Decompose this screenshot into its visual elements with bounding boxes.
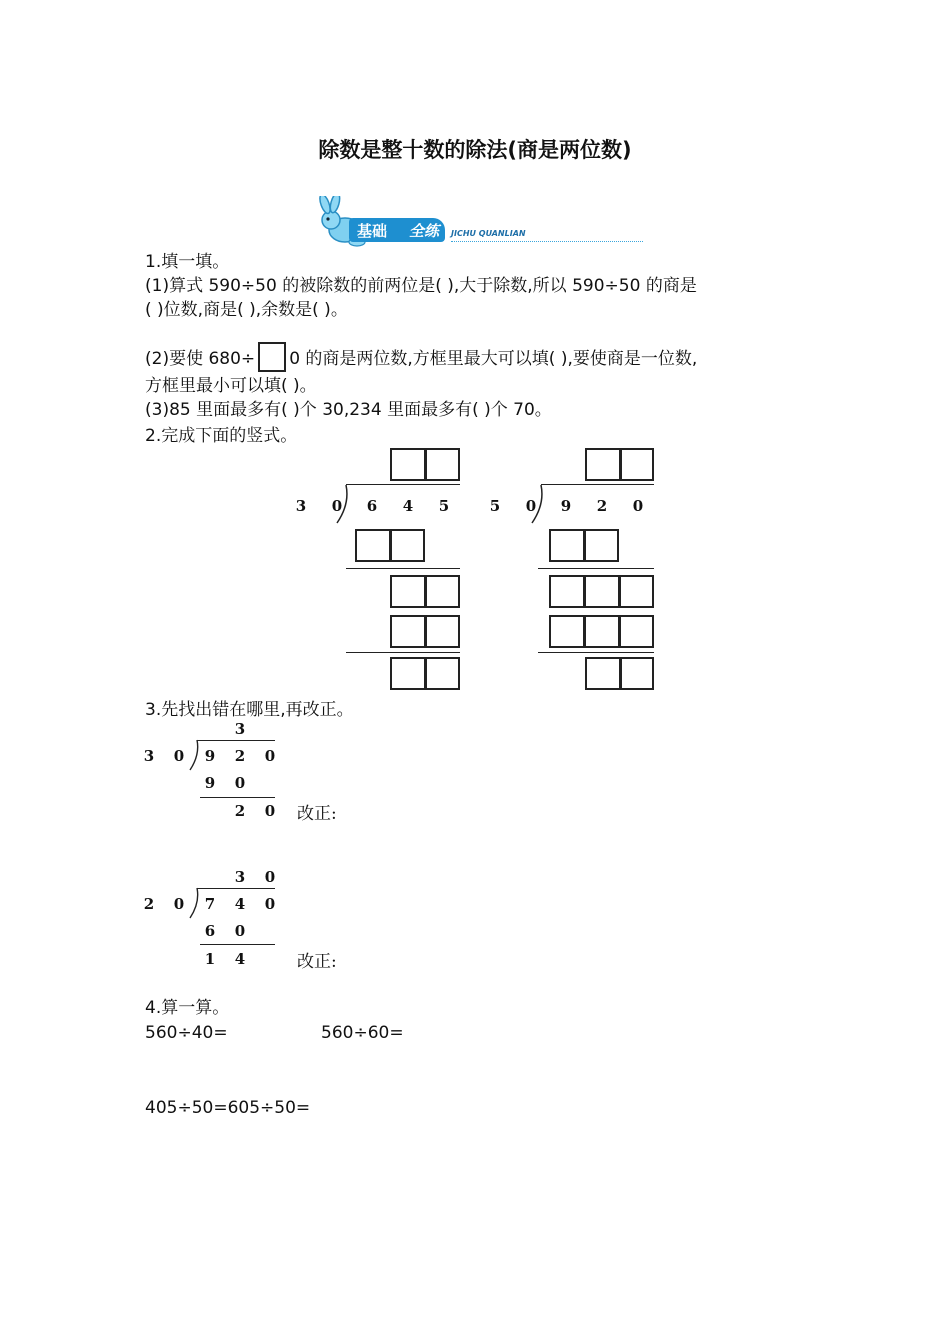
quotient-digit: 0: [264, 868, 276, 886]
remainder-digit: 4: [234, 950, 246, 968]
divisor-digit: 0: [525, 497, 537, 515]
q2-heading: 2.完成下面的竖式。: [145, 426, 298, 446]
dividend-digit: 4: [234, 895, 246, 913]
quotient-digit: 3: [234, 720, 246, 738]
dividend-digit: 2: [234, 747, 246, 765]
q1-part2-suffix: 0 的商是两位数,方框里最大可以填( ),要使商是一位数,: [289, 349, 698, 369]
page-title: 除数是整十数的除法(商是两位数): [318, 138, 632, 162]
product-digit: 9: [204, 774, 216, 792]
dividend-digit: 7: [204, 895, 216, 913]
remainder-digit: 0: [264, 802, 276, 820]
dividend-digit: 6: [366, 497, 378, 515]
product-digit: 6: [204, 922, 216, 940]
q1-part1-line2: ( )位数,商是( ),余数是( )。: [145, 300, 348, 320]
dividend-digit: 9: [204, 747, 216, 765]
correction-label: 改正:: [297, 952, 337, 972]
banner-label-practice: 全练: [409, 222, 440, 240]
product-digit: 0: [234, 774, 246, 792]
banner-label-pinyin: JICHU QUANLIAN: [451, 229, 526, 238]
q4-expression-3: 405÷50=605÷50=: [145, 1098, 311, 1118]
product-digit: 0: [234, 922, 246, 940]
remainder-digit: 1: [204, 950, 216, 968]
q4-expression-1: 560÷40=: [145, 1023, 228, 1043]
q1-part2-prefix: (2)要使 680÷: [145, 349, 256, 369]
dividend-digit: 0: [264, 895, 276, 913]
q1-part2-line2: 方框里最小可以填( )。: [145, 376, 317, 396]
divisor-digit: 0: [173, 747, 185, 765]
dividend-digit: 9: [560, 497, 572, 515]
divisor-digit: 5: [489, 497, 501, 515]
divisor-digit: 0: [173, 895, 185, 913]
dividend-digit: 2: [596, 497, 608, 515]
remainder-digit: 2: [234, 802, 246, 820]
q4-heading: 4.算一算。: [145, 998, 230, 1018]
q4-expression-2: 560÷60=: [321, 1023, 404, 1043]
divisor-digit: 0: [331, 497, 343, 515]
correction-label: 改正:: [297, 804, 337, 824]
divisor-digit: 2: [143, 895, 155, 913]
divisor-digit: 3: [295, 497, 307, 515]
divisor-digit: 3: [143, 747, 155, 765]
subtraction-line: [200, 944, 275, 945]
q3-heading: 3.先找出错在哪里,再改正。: [145, 700, 354, 720]
dividend-digit: 5: [438, 497, 450, 515]
q1-heading: 1.填一填。: [145, 252, 230, 272]
q1-part1-line1: (1)算式 590÷50 的被除数的前两位是( ),大于除数,所以 590÷50 的商是: [145, 276, 697, 296]
dividend-digit: 0: [264, 747, 276, 765]
dividend-digit: 0: [632, 497, 644, 515]
dividend-digit: 4: [402, 497, 414, 515]
q1-part3: (3)85 里面最多有( )个 30,234 里面最多有( )个 70。: [145, 400, 552, 420]
banner-label-basic: 基础: [357, 222, 388, 240]
quotient-digit: 3: [234, 868, 246, 886]
division-bar: [197, 888, 275, 889]
